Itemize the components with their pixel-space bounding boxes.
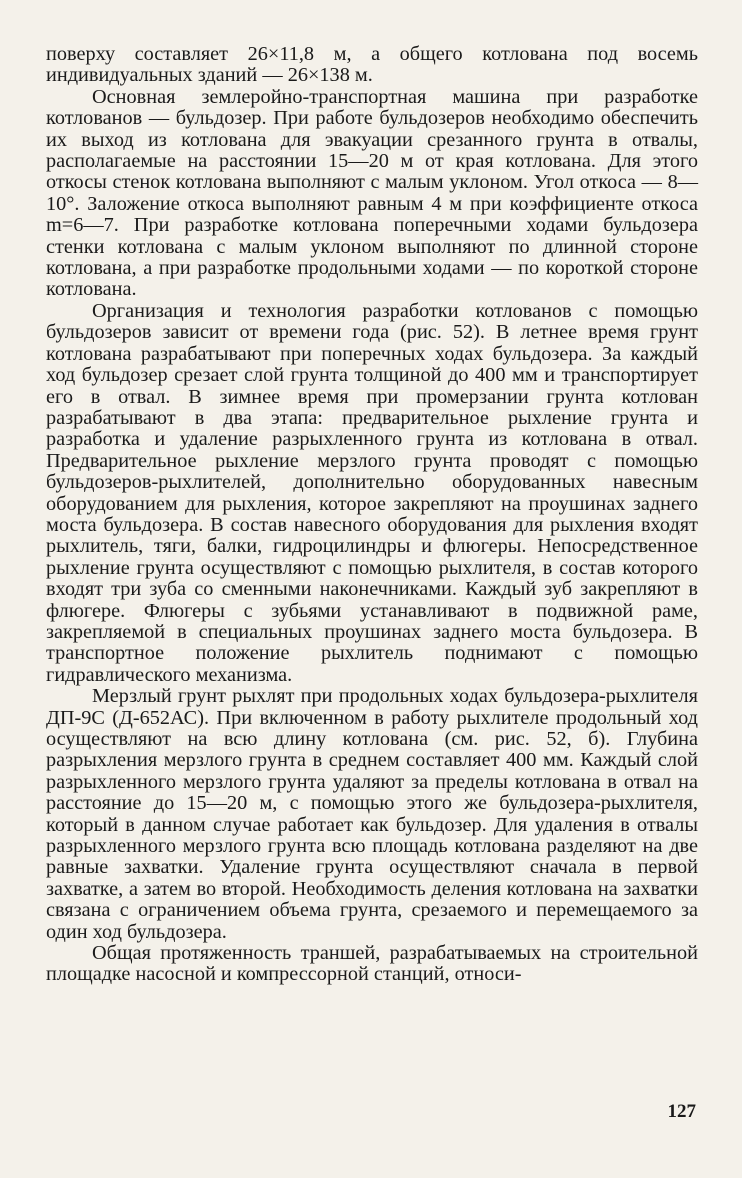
page-number: 127	[667, 1101, 696, 1122]
paragraph-4: Мерзлый грунт рыхлят при продольных ходах бульдозера-рыхлителя ДП-9С (Д-652АС). При включенном в работу рыхлителе продольный ход осуществляют на всю длину котлована (см. рис. 52, б). Глубина разрыхления мерзлого грунта в среднем составляет 400 мм. Каждый слой разрыхленного мерзлого грунта удаляют за пределы котлована в отвал на расстояние до 15—20 м, с помощью этого же бульдозера-рыхлителя, который в данном случае работает как бульдозер. Для удаления в отвалы разрыхленного мерзлого грунта всю площадь котлована разделяют на две равные захватки. Удаление грунта осуществляют сначала в первой захватке, а затем во второй. Необходимость деления котлована на захватки связана с ограничением объема грунта, срезаемого и перемещаемого за один ход бульдозера.	[46, 685, 698, 943]
paragraph-2: Основная землеройно-транспортная машина при разработке котлованов — бульдозер. При работе бульдозеров необходимо обеспечить их выход из котлована для эвакуации срезанного грунта в отвалы, располагаемые на расстоянии 15—20 м от края котлована. Для этого откосы стенок котлована выполняют с малым уклоном. Угол откоса — 8—10°. Заложение откоса выполняют равным 4 м при коэффициенте откоса m=6—7. При разработке котлована поперечными ходами бульдозера стенки котлована с малым уклоном выполняют по длинной стороне котлована, а при разработке продольными ходами — по короткой стороне котлована.	[46, 85, 698, 301]
page-body	[46, 44, 698, 986]
paragraph-1: поверху составляет 26×11,8 м, а общего котлована под восемь индивидуальных зданий — 26×138 м.	[46, 43, 698, 87]
paragraph-5: Общая протяженность траншей, разрабатываемых на строительной площадке насосной и компрессорной станций, относи-	[46, 942, 698, 986]
paragraph-3: Организация и технология разработки котлованов с помощью бульдозеров зависит от времени года (рис. 52). В летнее время грунт котлована разрабатывают при поперечных ходах бульдозера. За каждый ход бульдозер срезает слой грунта толщиной до 400 мм и транспортирует его в отвал. В зимнее время при промерзании грунта котлован разрабатывают в два этапа: предварительное рыхление грунта и разработка и удаление разрыхленного грунта из котлована в отвал. Предварительное рыхление мерзлого грунта проводят с помощью бульдозеров-рыхлителей, дополнительно оборудованных навесным оборудованием для рыхления, которое закрепляют на проушинах заднего моста бульдозера. В состав навесного оборудования для рыхления входят рыхлитель, тяги, балки, гидроцилиндры и флюгеры. Непосредственное рыхление грунта осуществляют с помощью рыхлителя, в состав которого входят три зуба со сменными наконечниками. Каждый зуб закрепляют в флюгере. Флюгеры с зубьями устанавливают в подвижной раме, закрепляемой в специальных проушинах заднего моста бульдозера. В транспортное положение рыхлитель поднимают с помощью гидравлического механизма.	[46, 299, 698, 686]
